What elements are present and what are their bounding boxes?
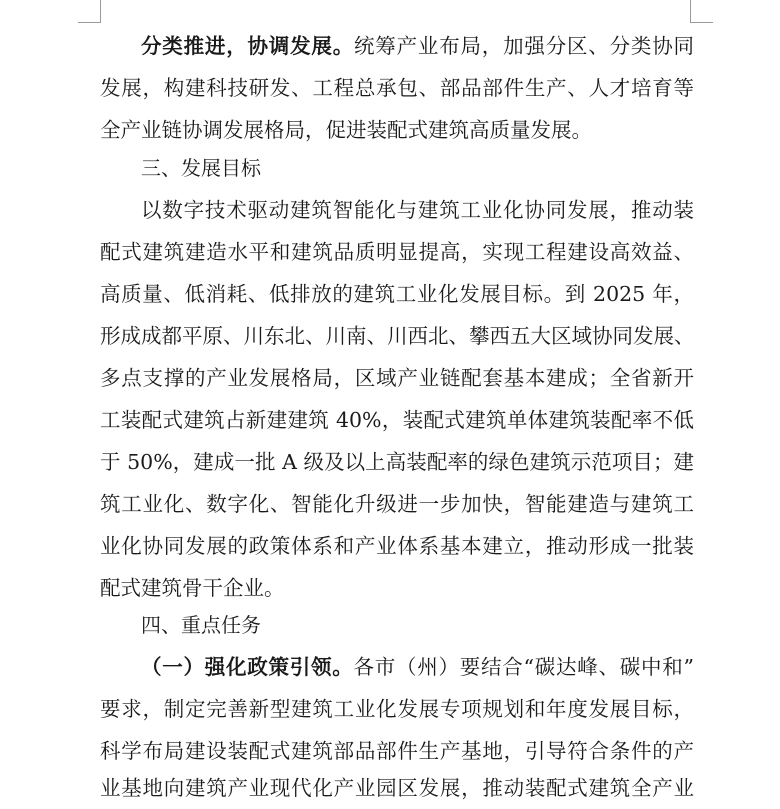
- paragraph-line: 业化协同发展的政策体系和产业体系基本建立，推动形成一批装: [100, 534, 694, 558]
- paragraph-line: 工装配式建筑占新建建筑 40%，装配式建筑单体建筑装配率不低: [100, 408, 694, 432]
- paragraph-line: 高质量、低消耗、低排放的建筑工业化发展目标。到 2025 年，: [100, 282, 694, 306]
- page-corner-mark-left: [78, 0, 101, 23]
- paragraph-line: 配式建筑建造水平和建筑品质明显提高，实现工程建设高效益、: [100, 240, 694, 264]
- paragraph-line: 以数字技术驱动建筑智能化与建筑工业化协同发展，推动装: [141, 198, 694, 222]
- page-corner-mark-right: [690, 0, 713, 23]
- task-item-lead: （一）强化政策引领。: [141, 655, 354, 679]
- paragraph-line: 形成成都平原、川东北、川南、川西北、攀西五大区域协同发展、: [100, 324, 695, 348]
- paragraph-line: 发展，构建科技研发、工程总承包、部品部件生产、人才培育等: [100, 76, 694, 100]
- paragraph-text: 统筹产业布局，加强分区、分类协同: [354, 34, 694, 58]
- paragraph-line: 要求，制定完善新型建筑工业化发展专项规划和年度发展目标，: [100, 697, 694, 721]
- paragraph-line: 业基地向建筑产业现代化产业园区发展，推动装配式建筑全产业: [100, 776, 694, 800]
- paragraph-line: 筑工业化、数字化、智能化升级进一步加快，智能建造与建筑工: [100, 492, 694, 516]
- paragraph-line: 多点支撑的产业发展格局，区域产业链配套基本建成；全省新开: [100, 366, 694, 390]
- paragraph-line: [100, 25, 694, 67]
- paragraph-line: 全产业链协调发展格局，促进装配式建筑高质量发展。: [100, 118, 592, 142]
- paragraph-line: 于 50%，建成一批 A 级及以上高装配率的绿色建筑示范项目；建: [100, 450, 694, 474]
- section-heading: 三、发展目标: [141, 156, 261, 180]
- paragraph-lead: 分类推进，协调发展。: [141, 34, 354, 58]
- paragraph-line: [100, 646, 694, 688]
- paragraph-text: 各市（州）要结合“碳达峰、碳中和”: [353, 655, 694, 679]
- section-heading: 四、重点任务: [141, 613, 261, 637]
- paragraph-line: 科学布局建设装配式建筑部品部件生产基地，引导符合条件的产: [100, 739, 694, 763]
- paragraph-line: 配式建筑骨干企业。: [100, 576, 285, 600]
